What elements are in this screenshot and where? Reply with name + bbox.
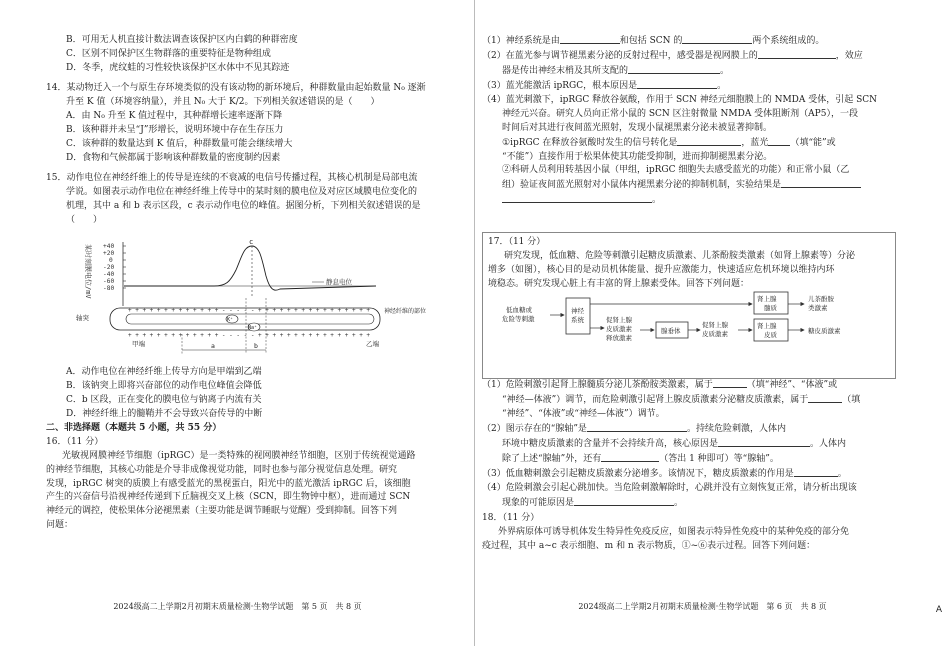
ytick: +20 (103, 250, 115, 257)
q16-part: （4）蓝光刺激下，ipRGC 释放谷氨酸，作用于 SCN 神经元细胞膜上的 NMDA 受体，引起 SCN (482, 94, 878, 105)
q13-options (46, 34, 298, 76)
acth-node (702, 320, 729, 338)
ytick: +40 (103, 243, 115, 250)
q16-part: （3）蓝光能激活 ipRGC，根本原因是 (482, 80, 638, 91)
q16-part: 。 (720, 65, 730, 76)
pituitary-node (656, 322, 688, 338)
answer-blank[interactable] (713, 378, 747, 388)
section-title: 二、非选择题（本题共 5 小题，共 55 分） (46, 422, 222, 433)
acth-text: 皮质激素 (702, 330, 728, 338)
q17-part: 环境中糖皮质激素的含量并不会持续升高，核心原因是 (502, 438, 719, 449)
answer-blank[interactable] (628, 64, 720, 74)
q17-parts (482, 378, 860, 554)
ytick: 0 (109, 257, 113, 264)
q15-options (46, 366, 416, 533)
q15-stem: 学说。如图表示动作电位在神经纤维上传导中的某时刻的膜电位及对应区域膜电位变化的 (66, 186, 418, 197)
q16-part: ，蓝光 (741, 137, 769, 148)
q17-part: 。 (837, 468, 847, 479)
right-page (475, 0, 950, 646)
q16-part: 和包括 SCN 的 (619, 36, 683, 46)
q17-part: （2）图示存在的“腺轴”是 (482, 423, 587, 434)
q15-stem: 15．动作电位在神经纤维上的传导是连续的不衰减的电信号传播过程，其核心机制是局部电流 (46, 173, 418, 183)
fiber-label: 神经纤维的部位 (384, 308, 427, 315)
q14 (46, 82, 426, 166)
q15-stem: （ ） (66, 214, 103, 225)
q16-part: （1）神经系统是由 (482, 36, 560, 46)
answer-blank[interactable] (587, 422, 687, 432)
page-footer: 2024级高二上学期2月初期末质量检测·生物学试题 第 5 页 共 8 页 (113, 602, 362, 611)
q17-text: 研究发现，低血糖、危险等刺激引起糖皮质激素、儿茶酚胺类激素（如肾上腺素等）分泌 (504, 250, 856, 261)
ytick: -40 (103, 271, 115, 278)
crh-text: 释放激素 (606, 334, 632, 342)
q16-head: 16．（11 分） (46, 436, 104, 447)
adrenal-cortex-node (754, 319, 788, 341)
answer-blank[interactable] (601, 452, 659, 462)
adrenal-medulla-node (754, 292, 788, 314)
nervous-text: 系统 (571, 316, 584, 324)
peak-label: c (249, 238, 254, 246)
answer-blank[interactable] (758, 49, 836, 59)
ytick: -60 (103, 278, 115, 285)
q15-figure (76, 238, 427, 360)
q17-part: （填“神经”、“体液”或 (746, 380, 838, 390)
q14-stem: 升至 K 值（环境容纳量），并且 N₀ 大于 K/2。下列相关叙述错误的是（ ） (66, 96, 380, 107)
q17-part: “神经”、“体液”或“神经—体液”）调节。 (502, 408, 665, 419)
answer-blank[interactable] (682, 34, 752, 44)
answer-blank[interactable] (718, 437, 810, 447)
pituitary-text: 腺垂体 (661, 327, 681, 335)
q16-text: 问题： (46, 520, 74, 531)
q16-part: 神经元兴奋。研究人员向正常小鼠的 SCN 区注射微量 NMDA 受体阻断剂（AP5），一段 (502, 108, 858, 119)
q16-part: 时间后对其进行夜间蓝光照射，发现小鼠褪黑素分泌未被显著抑制。 (502, 122, 773, 133)
q16-text: 神经元的调控，使松果体分泌褪黑素（主要功能是调节睡眠与觉醒）受到抑制。回答下列 (46, 506, 398, 517)
ion-k-label: K⁺ (227, 317, 234, 323)
ytick: -20 (103, 264, 115, 271)
end-a-label: 甲端 (132, 340, 145, 348)
q14-stem: 14．某动物迁入一个与原生存环境类似的没有该动物的新环境后，种群数量由起始数量 N₀ 逐渐 (46, 83, 426, 93)
q18-head: 18．（11 分） (482, 513, 540, 524)
q16-part: （填“能”或 (790, 137, 836, 148)
answer-blank[interactable] (808, 393, 842, 403)
q15-option: C．b 区段，正在变化的膜电位与钠离子内流有关 (66, 394, 262, 405)
svg-text:+ + + + + + + + + + + + + - -: + + + + + + + + + + + + + - - - - - + + + + + + + + + + + + + + + + (128, 307, 371, 314)
catechol-text: 类激素 (808, 304, 828, 312)
answer-blank[interactable] (502, 193, 652, 203)
corner-mark: A (935, 605, 942, 615)
acth-text: 促肾上腺 (702, 321, 728, 329)
svg-text:+ + + + + + + + + + + + + - -: + + + + + + + + + + + + + - - - - - + + + + + + + + + + + + + + + + (128, 332, 371, 339)
q16-part: 器是传出神经末梢及其所支配的 (502, 65, 629, 76)
q14-option: B．该种群并未呈“J”形增长，说明环境中存在生存压力 (66, 124, 284, 135)
q16-part: 组）验证夜间蓝光照射对小鼠体内褪黑素分泌的抑制机制，实验结果是 (502, 180, 782, 191)
glucocorticoid-text: 糖皮质激素 (808, 327, 841, 335)
q17-flowchart (502, 284, 882, 368)
q18-text: 疫过程，其中 a~c 表示细胞、m 和 n 表示物质，①~⑥表示过程。回答下列问题： (482, 541, 816, 552)
q16-parts (482, 34, 877, 208)
q16-part: 两个系统组成的。 (752, 36, 825, 46)
q17-part: 。 (674, 497, 684, 508)
q17-part: （4）危险刺激会引起心跳加快。当危险刺激解除时，心跳并没有立刻恢复正常，请分析出现该 (482, 482, 857, 493)
q17-part: （填 (842, 394, 861, 405)
nervous-text: 神经 (571, 307, 584, 315)
q17-text: 增多（如图），核心目的是动员机体能量、提升应激能力，快速适应危机环境以维持内环 (488, 264, 835, 275)
q17-part: （3）低血糖刺激会引起糖皮质激素分泌增多。该情况下，糖皮质激素的作用是 (482, 468, 794, 479)
end-b-label: 乙端 (366, 340, 379, 348)
segment-a-label: a (211, 342, 215, 350)
q16-part: ②科研人员利用转基因小鼠（甲组，ipRGC 细胞失去感受蓝光的功能）和正常小鼠（乙 (502, 165, 850, 176)
resting-potential-label: 静息电位 (326, 278, 352, 286)
q15-stem: 机理，其中 a 和 b 表示区段，c 表示动作电位的峰值。据图分析，下列相关叙述错误的是 (66, 200, 421, 211)
crh-text: 皮质激素 (606, 325, 632, 333)
q16-text: 发现，ipRGC 树突的质膜上有感受蓝光的黑视蛋白，阳光中的蓝光激活 ipRGC 后，该细胞 (46, 478, 411, 489)
q17-part: 除了上述“腺轴”外，还有 (502, 453, 602, 464)
q17-part: “神经—体液”）调节，而危险刺激引起肾上腺皮质激素分泌糖皮质激素，属于 (502, 394, 809, 405)
answer-blank[interactable] (560, 34, 620, 44)
stimulus-node (502, 305, 535, 323)
q16-text: 产生的兴奋信号沿视神经传递到下丘脑视交叉上核（SCN，即生物钟中枢），进而通过 SCN (46, 492, 411, 503)
page-footer: 2024级高二上学期2月初期末质量检测·生物学试题 第 6 页 共 8 页 (578, 602, 827, 611)
q17-part: 。持续危险刺激，人体内 (686, 423, 786, 434)
stimulus-text: 低血糖或 (506, 306, 532, 314)
q14-option: C．该种群的数量达到 K 值后，种群数量可能会继续增大 (66, 138, 293, 149)
q14-option: A．由 N₀ 升至 K 值过程中，其种群增长速率逐渐下降 (66, 110, 283, 121)
q16-part: 。 (717, 80, 727, 91)
q17-text: 境稳态。研究发现心脏上有丰富的肾上腺素受体。回答下列问题： (488, 278, 750, 289)
nervous-system-node (566, 298, 590, 334)
medulla-text: 髓质 (764, 304, 777, 312)
q17-head: 17．（11 分） (488, 237, 546, 247)
q17-part: 现象的可能原因是 (502, 497, 575, 508)
q15-option: D．神经纤维上的髓鞘并不会导致兴奋传导的中断 (66, 408, 263, 419)
q17-part: 。人体内 (810, 438, 847, 449)
crh-node (606, 315, 633, 342)
q17-part: （答出 1 种即可）等“腺轴”。 (659, 453, 779, 464)
medulla-text: 肾上腺 (757, 295, 777, 303)
ytick: -80 (103, 285, 115, 292)
answer-blank[interactable] (768, 136, 790, 146)
q15-option: A．动作电位在神经纤维上传导方向是甲端到乙端 (66, 367, 262, 377)
q13-option: B．可用无人机直接计数法调查该保护区内白鹤的种群密度 (66, 35, 298, 45)
crh-text: 促肾上腺 (606, 316, 632, 324)
q14-option: D．食物和气候都属于影响该种群数量的密度制约因素 (66, 152, 281, 163)
q15 (46, 172, 420, 228)
q16-part: （2）在蓝光参与调节褪黑素分泌的反射过程中，感受器是视网膜上的 (482, 50, 758, 61)
q16-part: ①ipRGC 在释放谷氨酸时发生的信号转化是 (502, 137, 678, 148)
q16-text: 光敏视网膜神经节细胞（ipRGC）是一类特殊的视网膜神经节细胞，区别于传统视觉通路 (62, 450, 416, 461)
q16-text: 的神经节细胞，其核心功能是介导非成像视觉功能，同时也参与部分视觉信息处理。研究 (46, 464, 398, 475)
answer-blank[interactable] (637, 79, 717, 89)
q16-part: “不能”）直接作用于松果体使其功能受抑制，进而抑制褪黑素分泌。 (502, 151, 773, 162)
segment-b-label: b (254, 342, 258, 350)
catechol-text: 儿茶酚胺 (808, 295, 834, 303)
answer-blank[interactable] (781, 178, 861, 188)
q13-option: C．区别不同保护区生物群落的重要特征是物种组成 (66, 48, 271, 59)
q17-part: （1）危险刺激引起肾上腺髓质分泌儿茶酚胺类激素，属于 (482, 380, 713, 390)
q16-part: 。 (652, 195, 662, 206)
q15-option: B．该钠突上即将兴奋部位的动作电位峰值会降低 (66, 380, 262, 391)
axon-label: 轴突 (76, 314, 89, 322)
q13-option: D．冬季，虎纹蛙的习性较快该保护区水体中不见其踪迹 (66, 62, 290, 73)
q16-part: ，效应 (835, 50, 863, 61)
cortex-text: 肾上腺 (757, 322, 777, 330)
ion-na-label: Na⁺ (248, 325, 258, 331)
answer-blank[interactable] (574, 496, 674, 506)
stimulus-text: 危险等刺激 (502, 315, 535, 323)
cortex-text: 皮质 (764, 331, 777, 339)
figure-ylabel: 某时刻膜电位/mV (84, 244, 92, 299)
answer-blank[interactable] (794, 467, 838, 477)
answer-blank[interactable] (677, 136, 741, 146)
q18-text: 外界病原体可诱导机体发生特异性免疫反应，如图表示特异性免疫中的某种免疫的部分免 (498, 527, 850, 538)
